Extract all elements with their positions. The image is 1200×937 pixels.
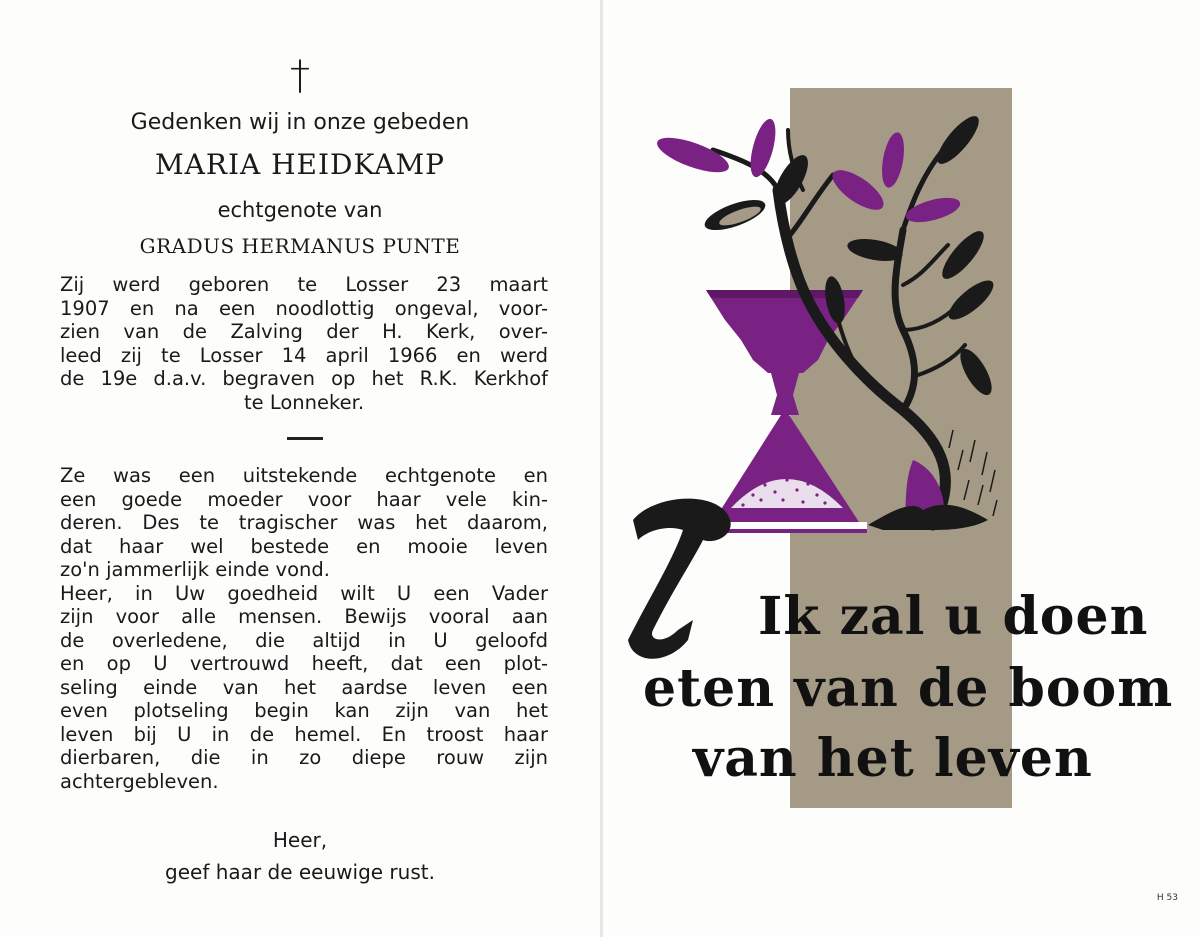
text-line: en op U vertrouwd heeft, dat een plot- — [60, 652, 548, 675]
deceased-name: MARIA HEIDKAMP — [154, 148, 446, 181]
initial-flourish-icon — [628, 499, 731, 659]
text-line: zo'n jammerlijk einde vond. — [60, 558, 330, 581]
intro-line: Gedenken wij in onze gebeden — [130, 110, 470, 135]
divider — [287, 437, 323, 440]
text-line: dierbaren, die in zo diepe rouw zijn — [60, 746, 548, 769]
bio-line: de 19e d.a.v. begraven op het R.K. Kerkhof — [60, 367, 548, 390]
spouse-label: echtgenote van — [217, 198, 383, 222]
memorial-text — [60, 464, 548, 793]
verse-line-2: eten van de boom — [643, 658, 1174, 719]
text-line: de overledene, die altijd in U geloofd — [60, 628, 548, 652]
text-line: even plotseling begin kan zijn van het — [60, 699, 548, 722]
cross-icon: † — [290, 53, 310, 99]
verse-line-1: Ik zal u doen — [758, 586, 1149, 647]
bio-line: zien van de Zalving der H. Kerk, over- — [60, 320, 548, 343]
text-line: dat haar wel bestede en mooie leven — [60, 534, 548, 558]
bio-line: leed zij te Losser 14 april 1966 en werd — [60, 343, 548, 367]
closing-line-1: Heer, — [272, 828, 328, 852]
text-line: deren. Des te tragischer was het daarom, — [60, 511, 548, 534]
text-line: Ze was een uitstekende echtgenote en — [60, 464, 548, 487]
text-line: seling einde van het aardse leven een — [60, 675, 548, 699]
biography — [60, 273, 548, 414]
bio-line: te Lonneker. — [243, 390, 365, 414]
text-line: Heer, in Uw goedheid wilt U een Vader — [60, 581, 548, 605]
text-line: leven bij U in de hemel. En troost haar — [60, 722, 548, 746]
bio-line: 1907 en na een noodlottig ongeval, voor- — [60, 296, 548, 320]
tree-chalice-illustration — [603, 0, 1200, 937]
closing-line-2: geef haar de eeuwige rust. — [165, 860, 435, 884]
verse-line-3: van het leven — [693, 728, 1093, 789]
spouse-name: GRADUS HERMANUS PUNTE — [139, 234, 461, 258]
text-line: achtergebleven. — [60, 769, 219, 793]
text-line: een goede moeder voor haar vele kin- — [60, 487, 548, 511]
bio-line: Zij werd geboren te Losser 23 maart — [60, 273, 548, 296]
text-line: zijn voor alle mensen. Bewijs vooral aan — [60, 605, 548, 628]
print-code: H 53 — [1156, 893, 1178, 903]
right-page — [603, 0, 1200, 937]
